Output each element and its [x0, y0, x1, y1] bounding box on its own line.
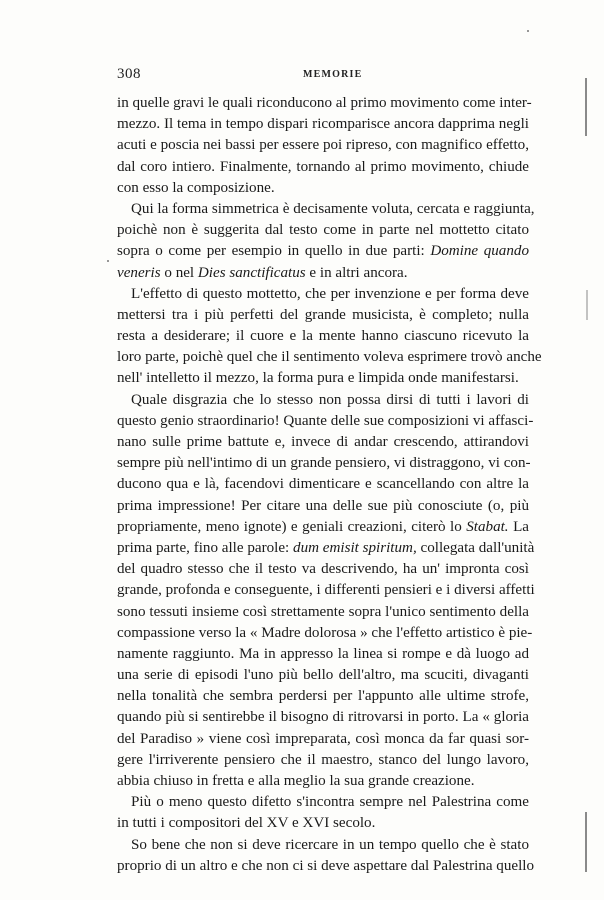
text-line: abbia chiuso in fretta e alla meglio la sua grande creazione. [117, 773, 475, 789]
text-line: ducono qua e là, facendovi dimenticare e scancellando con altre la [117, 476, 529, 493]
page-header [117, 66, 529, 86]
page-edge-mark [585, 812, 587, 872]
text-line: dal coro intiero. Finalmente, tornando al primo movimento, chiude [117, 158, 529, 175]
text-line: loro parte, poichè quel che il sentimento voleva esprimere trovò anche [117, 349, 542, 366]
text-line: Più o meno questo difetto s'incontra sempre nel Palestrina come [131, 794, 529, 811]
text-line: L'effetto di questo mottetto, che per invenzione e per forma deve [131, 285, 529, 302]
text-line: sempre più nell'intimo di un grande pensiero, vi distraggono, vi con- [117, 455, 531, 472]
text-line: proprio di un altro e che non ci si deve aspettare dal Palestrina quello [117, 857, 535, 874]
page-edge-mark [585, 78, 587, 136]
text-line: nella tonalità che sembra perdersi per l'appunto alle ultime strofe, [117, 688, 529, 705]
italic-title: Domine quando [430, 243, 529, 260]
text-line: poichè non è suggerita dal testo come in parte nel mottetto citato [117, 222, 529, 239]
text-fragment: prima parte, fino alle parole: [117, 539, 294, 556]
scan-speck [107, 260, 109, 262]
text-line: sono tessuti insieme così strettamente sopra l'unico sentimento della [117, 603, 529, 620]
text-line-mixed [117, 538, 535, 559]
text-fragment: propriamente, meno ignote) e geniali creazioni, citerò lo [117, 518, 467, 535]
text-line: acuti e poscia nei bassi per essere poi ripreso, con magnifico effetto, [117, 137, 529, 154]
text-line: nano sulle prime battute e, invece di andar crescendo, attirandovi [117, 434, 529, 450]
italic-title: Dies sanctificatus [197, 264, 306, 281]
page-edge-mark [586, 290, 588, 320]
text-line: grande, profonda e conseguente, i differenti pensieri e i diversi affetti [117, 582, 535, 599]
running-title: MEMORIE [303, 69, 363, 80]
text-fragment: o nel [160, 264, 198, 281]
scan-speck [527, 30, 529, 32]
text-line-mixed [117, 263, 529, 284]
text-fragment: sopra o come per esempio in quello in due parti: [117, 243, 431, 260]
text-fragment: collegata dall'unità [416, 539, 535, 556]
text-line: namente raggiunto. Ma in appresso la linea si rompe e dà luogo ad [117, 645, 529, 662]
text-line: in quelle gravi le quali riconducono al primo movimento come inter- [117, 95, 532, 111]
text-line: del quadro stesso che il testo va descrivendo, ha un' impronta così [117, 561, 529, 578]
text-fragment: e in altri ancora. [305, 264, 408, 281]
italic-title: veneris [117, 264, 161, 281]
text-line: Qui la forma simmetrica è decisamente voluta, cercata e raggiunta, [131, 200, 535, 217]
text-line: mezzo. Il tema in tempo dispari ricomparisce ancora dapprima negli [117, 116, 529, 133]
text-fragment: La [508, 518, 529, 535]
body-text [117, 93, 542, 877]
page-number: 308 [117, 66, 141, 82]
text-line: del Paradiso » viene così impreparata, così monca da far quasi sor- [117, 730, 529, 747]
text-line: questo genio straordinario! Quante delle sue composizioni vi affasci- [117, 412, 534, 429]
text-line-mixed [117, 517, 529, 538]
text-line: mettersi tra i più perfetti del grande musicista, è completo; nulla [117, 306, 529, 323]
text-line: con esso la composizione. [117, 179, 275, 196]
text-line: gere l'irriverente pensiero che il maestro, stanco del lungo lavoro, [117, 751, 529, 768]
text-line: una serie di episodi l'uno più bello dell'altro, ma scuciti, divaganti [117, 667, 529, 684]
text-line: quando più si sentirebbe il bisogno di ritrovarsi in porto. La « gloria [117, 709, 529, 726]
text-line: nell' intelletto il mezzo, la forma pura e limpida onde manifestarsi. [117, 370, 519, 387]
italic-title: Stabat. [466, 518, 509, 535]
text-line: resta a desiderare; il cuore e la mente hanno ciascuno ricevuto la [117, 328, 529, 345]
text-line-mixed [117, 241, 529, 262]
italic-quote: dum emisit spiritum, [293, 539, 417, 556]
text-line: Quale disgrazia che lo stesso non possa dirsi di tutti i lavori di [131, 391, 529, 408]
text-line: prima impressione! Per citare una delle sue più conosciute (o, più [117, 497, 529, 514]
text-line: So bene che non si deve ricercare in un tempo quello che è stato [131, 836, 529, 853]
text-line: compassione verso la « Madre dolorosa » che l'effetto artistico è pie- [117, 624, 533, 641]
text-line: in tutti i compositori del XV e XVI secolo. [117, 815, 376, 832]
